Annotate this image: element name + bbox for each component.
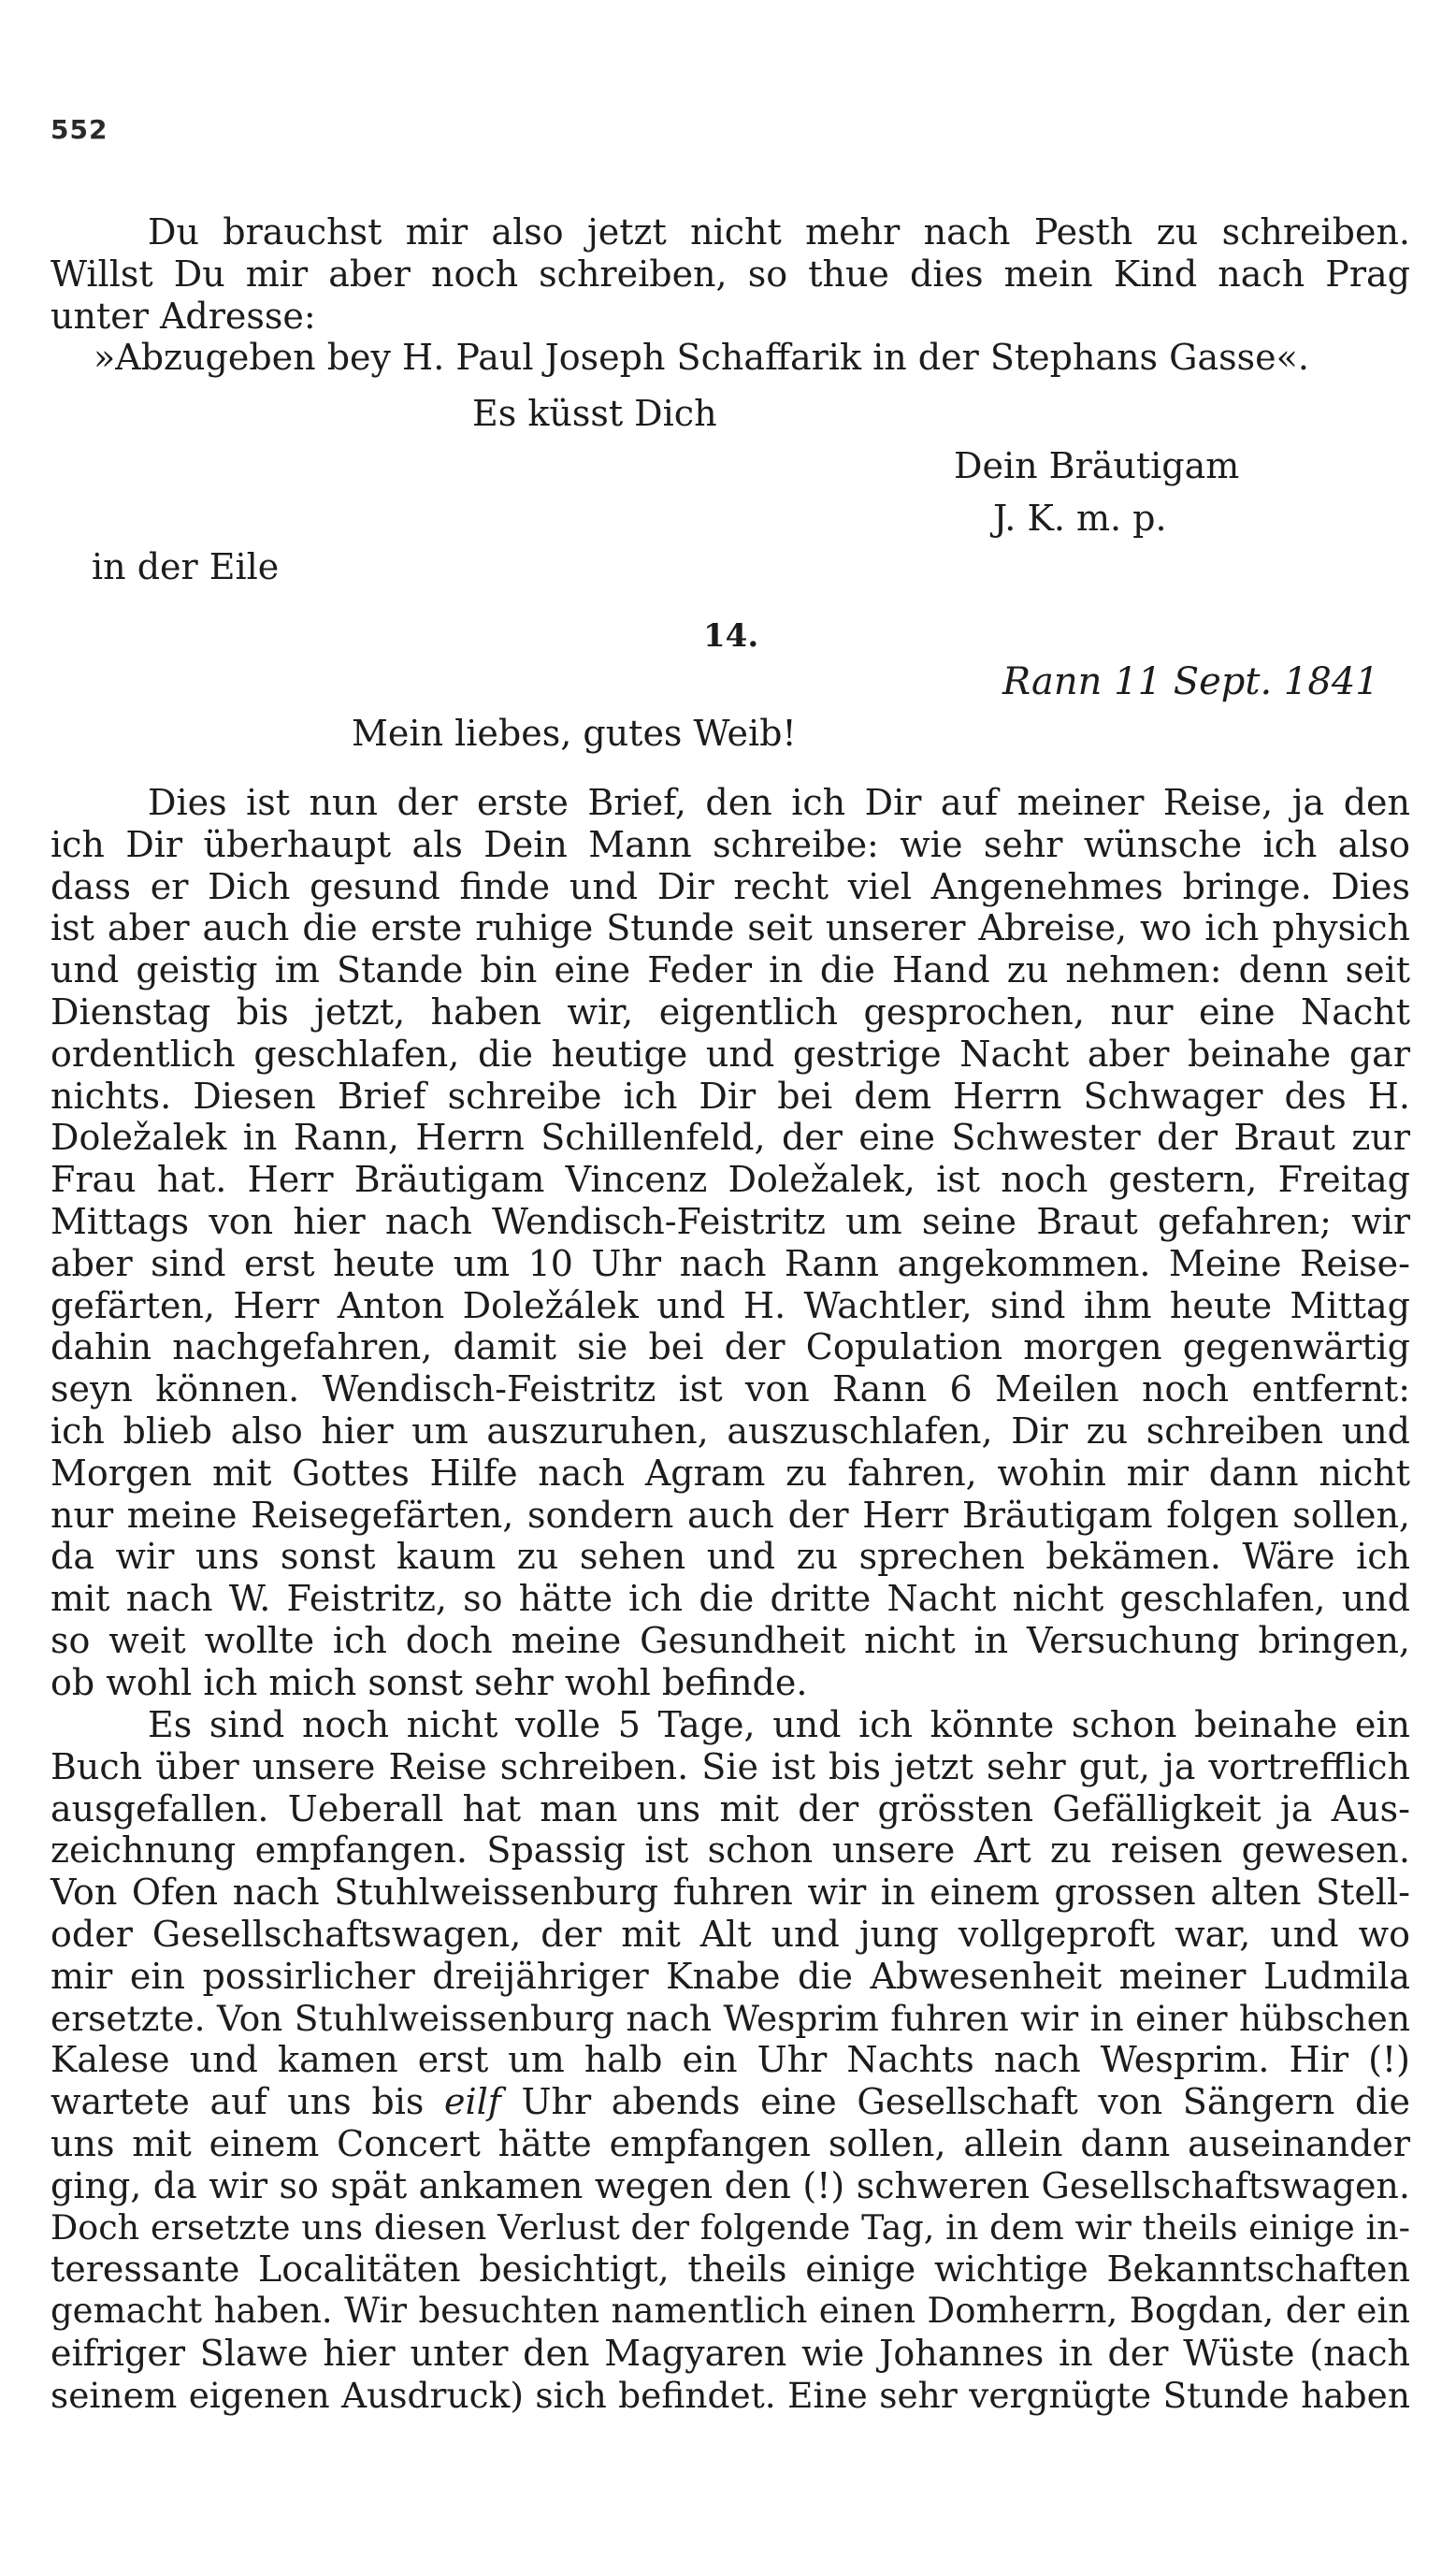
text-line: oder Gesellschaftswagen, der mit Alt und jung vollgeproft war, und wo [50,1913,1410,1955]
text-line: Du brauchst mir also jetzt nicht mehr nach Pesth zu schreiben. [148,211,1410,253]
text-line: teressante Localitäten besichtigt, theils einige wichtige Bekanntschaften [50,2248,1410,2291]
text-line: dahin nachgefahren, damit sie bei der Copulation morgen gegenwärtig [50,1326,1410,1368]
text-line: nichts. Diesen Brief schreibe ich Dir bei dem Herrn Schwager des H. [50,1075,1410,1117]
text-line: Es sind noch nicht volle 5 Tage, und ich könnte schon beinahe ein [148,1704,1410,1745]
text-line: zeichnung empfangen. Spassig ist schon unsere Art zu reisen gewesen. [50,1829,1410,1872]
text-line-eilf [50,2081,1410,2123]
text-line: so weit wollte ich doch meine Gesundheit nicht in Versuchung bringen, [50,1619,1410,1661]
text-line: eifriger Slawe hier unter den Magyaren wie Johannes in der Wüste (nach [50,2332,1410,2374]
text-run: wartete auf uns bis [50,2081,444,2123]
text-line: Doležalek in Rann, Herrn Schillenfeld, der eine Schwester der Braut zur [50,1117,1410,1159]
text-line: Kalese und kamen erst um halb ein Uhr Nachts nach Wesprim. Hir (!) [50,2039,1410,2081]
text-line: Dies ist nun der erste Brief, den ich Dir auf meiner Reise, ja den [148,782,1410,823]
closing-signature: Dein Bräutigam [954,445,1240,486]
text-line: Von Ofen nach Stuhlweissenburg fuhren wir in einem grossen alten Stell- [50,1872,1410,1914]
intro-block [50,211,1410,337]
text-line: ich Dir überhaupt als Dein Mann schreibe: wie sehr wünsche ich also [50,823,1410,865]
paragraph-2 [50,1704,1410,2417]
text-line: ordentlich geschlafen, die heutige und gestrige Nacht aber beinahe gar [50,1033,1410,1075]
text-line: Morgen mit Gottes Hilfe nach Agram zu fahren, wohin mir dann nicht [50,1452,1410,1494]
text-line: Willst Du mir aber noch schreiben, so thue dies mein Kind nach Prag [50,253,1410,295]
text-line: dass er Dich gesund finde und Dir recht viel Angenehmes bringe. Dies [50,865,1410,907]
text-line: gefärten, Herr Anton Doležálek und H. Wachtler, sind ihm heute Mittag [50,1284,1410,1326]
page-number: 552 [50,114,108,145]
text-line: Doch ersetzte uns diesen Verlust der folgende Tag, in dem wir theils einige in- [50,2206,1410,2248]
closing-haste: in der Eile [92,546,280,587]
text-line: unter Adresse: [50,295,316,337]
text-line: seinem eigenen Ausdruck) sich befindet. Eine sehr vergnügte Stunde haben [50,2374,1410,2416]
text-line: gemacht haben. Wir besuchten namentlich einen Domherrn, Bogdan, der ein [50,2291,1410,2332]
letter-dateline: Rann 11 Sept. 1841 [1002,660,1379,703]
text-line: Frau hat. Herr Bräutigam Vincenz Doležalek, ist noch gestern, Freitag [50,1159,1410,1201]
closing-greeting: Es küsst Dich [472,393,717,434]
text-line: ging, da wir so spät ankamen wegen den (!) schweren Gesellschaftswagen. [50,2164,1410,2206]
text-line: da wir uns sonst kaum zu sehen und zu sprechen bekämen. Wäre ich [50,1536,1410,1578]
text-line: ausgefallen. Ueberall hat man uns mit der grössten Gefälligkeit ja Aus- [50,1787,1410,1829]
text-line: nur meine Reisegefärten, sondern auch der Herr Bräutigam folgen sollen, [50,1494,1410,1536]
text-line: mit nach W. Feistritz, so hätte ich die dritte Nacht nicht geschlafen, und [50,1578,1410,1620]
text-line: Mittags von hier nach Wendisch-Feistritz um seine Braut gefahren; wir [50,1200,1410,1242]
letter-number: 14. [703,617,759,655]
italic-word: eilf [443,2081,501,2123]
letter-salutation: Mein liebes, gutes Weib! [352,713,797,754]
text-run: Uhr abends eine Gesellschaft von Sängern die [500,2081,1410,2123]
text-line: seyn können. Wendisch-Feistritz ist von Rann 6 Meilen noch entfernt: [50,1368,1410,1410]
text-line: uns mit einem Concert hätte empfangen sollen, allein dann auseinander [50,2122,1410,2164]
text-line: Buch über unsere Reise schreiben. Sie ist bis jetzt sehr gut, ja vortrefflich [50,1745,1410,1787]
text-line: ich blieb also hier um auszuruhen, auszuschlafen, Dir zu schreiben und [50,1410,1410,1452]
text-line: mir ein possirlicher dreijähriger Knabe die Abwesenheit meiner Ludmila [50,1955,1410,1997]
text-line: und geistig im Stande bin eine Feder in die Hand zu nehmen: denn seit [50,949,1410,991]
paragraph-1 [50,782,1410,1704]
address-block [94,337,1384,379]
address-line: »Abzugeben bey H. Paul Joseph Schaffarik in der Stephans Gasse«. [94,337,1309,378]
closing-initials: J. K. m. p. [993,498,1167,539]
text-line: ist aber auch die erste ruhige Stunde seit unserer Abreise, wo ich physich [50,907,1410,949]
text-line: Dienstag bis jetzt, haben wir, eigentlich gesprochen, nur eine Nacht [50,990,1410,1033]
text-line: ersetzte. Von Stuhlweissenburg nach Wesprim fuhren wir in einer hübschen [50,1997,1410,2039]
text-line: ob wohl ich mich sonst sehr wohl befinde. [50,1661,808,1703]
text-line: aber sind erst heute um 10 Uhr nach Rann angekommen. Meine Reise- [50,1242,1410,1284]
